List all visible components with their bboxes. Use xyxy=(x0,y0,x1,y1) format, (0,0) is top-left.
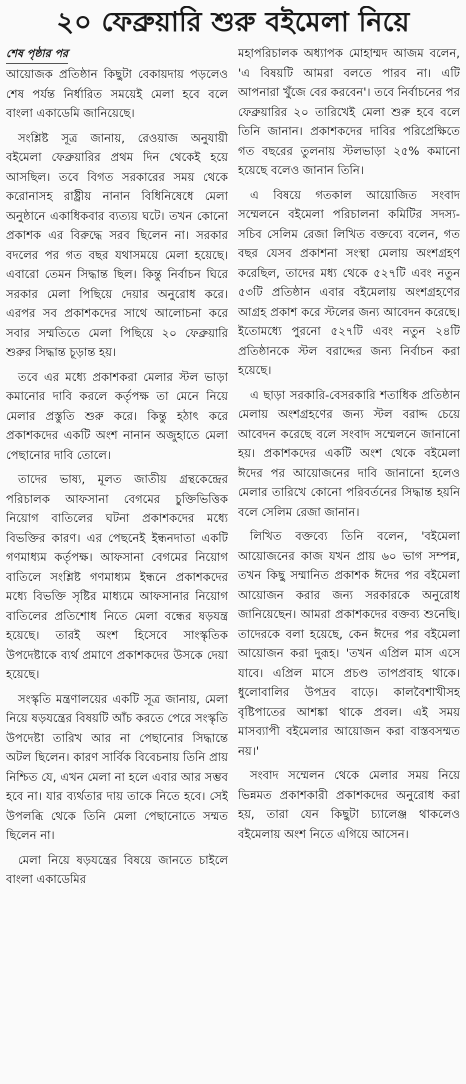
paragraph: তাদের ভাষ্য, মূলত জাতীয় গ্রন্থকেন্দ্রের পরিচালক আফসানা বেগমের চুক্তিভিত্তিক নিয়োগ বাতিলের ঘটনা প্রকাশকদের মধ্যে বিভক্তির কারণ। এর পেছনেই ইন্ধনদাতা একটি গণমাধ্যম কর্তৃপক্ষ। আফসানা বেগমের নিয়োগ বাতিলে সংশ্লিষ্ট গণমাধ্যম ইন্ধনে প্রকাশকদের মধ্যে বিভক্তি সৃষ্টির মাধ্যমে আফসানার নিয়োগ বাতিলের প্রতিশোধ নিতে মেলা বন্ধের ষড়যন্ত্র হয়েছে। তারই অংশ হিসেবে সাংস্কৃতিক উপদেষ্টাকে ব্যর্থ প্রমাণে প্রকাশকদের উসকে দেয়া হয়েছে। xyxy=(6,472,228,681)
paragraph: লিখিত বক্তব্যে তিনি বলেন, 'বইমেলা আয়োজনের কাজ যখন প্রায় ৬০ ভাগ সম্পন্ন, তখন কিছু সম্মানিত প্রকাশক ঈদের পর বইমেলা আয়োজন করার জন্য সরকারকে অনুরোধ জানিয়েছেন। আমরা প্রকাশকদের বক্তব্য শুনেছি। তাদেরকে বলা হয়েছে, কেন ঈদের পর বইমেলা আয়োজন করা দুরূহ। 'তখন এপ্রিল মাস এসে যাবে। এপ্রিল মাসে প্রচণ্ড তাপপ্রবাহ থাকে। ধুলোবালির উপদ্রব বাড়ে। কালবৈশাখীসহ বৃষ্টিপাতের আশঙ্কা থাকে প্রবল। এই সময় মাসব্যাপী বইমেলার আয়োজন করা বাস্তবসম্মত নয়।' xyxy=(238,529,460,758)
paragraph: আয়োজক প্রতিষ্ঠান কিছুটা বেকায়দায় পড়লেও শেষ পর্যন্ত নির্ধারিত সময়েই মেলা হবে বলে বাংলা একাডেমি জানিয়েছে। xyxy=(6,67,228,120)
paragraph: এ বিষয়ে গতকাল আয়োজিত সংবাদ সম্মেলনে বইমেলা পরিচালনা কমিটির সদস্য-সচিব সেলিম রেজা লিখিত বক্তব্যে বলেন, গত বছর যেসব প্রকাশনা সংস্থা মেলায় অংশগ্রহণ করেছিল, তাদের মধ্য থেকে ৫২৭টি এবং নতুন ৫৩টি প্রতিষ্ঠান এবার বইমেলায় অংশগ্রহণের আগ্রহ প্রকাশ করে স্টলের জন্য আবেদন করেছে। ইতোমধ্যে পুরনো ৫২৭টি এবং নতুন ২৪টি প্রতিষ্ঠানকে স্টল বরাদ্দের জন্য নির্বাচন করা হয়েছে। xyxy=(238,187,460,377)
left-column xyxy=(6,44,228,1078)
continued-from-label: শেষ পৃষ্ঠার পর xyxy=(6,45,68,64)
right-column xyxy=(238,44,460,1078)
paragraph: মেলা নিয়ে ষড়যন্ত্রের বিষয়ে জানতে চাইলে বাংলা একাডেমির xyxy=(6,852,228,886)
paragraph: সংস্কৃতি মন্ত্রণালয়ের একটি সূত্র জানায়, মেলা নিয়ে ষড়যন্ত্রের বিষয়টি আঁচ করতে পেরে সংস্কৃতি উপদেষ্টা তারিখ আর না পেছানোর সিদ্ধান্তে অটল ছিলেন। কারণ সার্বিক বিবেচনায় তিনি প্রায় নিশ্চিত যে, এখন মেলা না হলে এবার আর সম্ভব হবে না। যার ব্যর্থতার দায় তাকে নিতে হবে। সেই উপলব্ধি থেকে তিনি মেলা পেছানোতে সম্মত ছিলেন না। xyxy=(6,691,228,842)
paragraph: সংশ্লিষ্ট সূত্র জানায়, রেওয়াজ অনুযায়ী বইমেলা ফেব্রুয়ারির প্রথম দিন থেকেই হয়ে আসছিল। তবে বিগত সরকারের সময় থেকে করোনাসহ রাষ্ট্রীয় নানান বিধিনিষেধে মেলা অনুষ্ঠানে একাধিকবার ব্যত্যয় ঘটে। তখন কোনো প্রকাশক এর বিরুদ্ধে সরব ছিলেন না। সরকার বদলের পর গত বছর যথাসময়ে মেলা হয়েছে। এবারো তেমন সিদ্ধান্ত ছিল। কিন্তু নির্বাচন ঘিরে সরকার মেলা পিছিয়ে দেয়ার অনুরোধ করে। এরপর সব প্রকাশকদের সাথে আলোচনা করে সবার সম্মতিতে মেলা পিছিয়ে ২০ ফেব্রুয়ারি শুরুর সিদ্ধান্ত চূড়ান্ত হয়। xyxy=(6,130,228,359)
paragraph: তবে এর মধ্যে প্রকাশকরা মেলার স্টল ভাড়া কমানোর দাবি করলে কর্তৃপক্ষ তা মেনে নিয়ে মেলার প্রস্তুতি শুরু করে। কিন্তু হঠাৎ করে প্রকাশকদের একটি অংশ নানান অজুহাতে মেলা পেছানোর দাবি তোলে। xyxy=(6,369,228,462)
paragraph: মহাপরিচালক অধ্যাপক মোহাম্মদ আজম বলেন, 'এ বিষয়টি আমরা বলতে পারব না। এটি আপনারা খুঁজে বের করবেন'। তবে নির্বাচনের পর ফেব্রুয়ারির ২০ তারিখেই মেলা শুরু হবে বলে তিনি জানান। প্রকাশকদের দাবির পরিপ্রেক্ষিতে গত বছরের তুলনায় স্টলভাড়া ২৫% কমানো হয়েছে বলেও জানান তিনি। xyxy=(238,46,460,177)
paragraph: এ ছাড়া সরকারি-বেসরকারি শতাধিক প্রতিষ্ঠান মেলায় অংশগ্রহণের জন্য স্টল বরাদ্দ চেয়ে আবেদন করেছে বলে সংবাদ সম্মেলনে জানানো হয়। প্রকাশকদের একটি অংশ থেকে বইমেলা ঈদের পর আয়োজনের দাবি জানানো হলেও মেলার তারিখে কোনো পরিবর্তনের সিদ্ধান্ত হয়নি বলে সেলিম রেজা জানান। xyxy=(238,387,460,519)
headline: ২০ ফেব্রুয়ারি শুরু বইমেলা নিয়ে xyxy=(56,7,410,38)
article-body xyxy=(6,44,460,1078)
paragraph: সংবাদ সম্মেলন থেকে মেলার সময় নিয়ে ভিন্নমত প্রকাশকারী প্রকাশকদের অনুরোধ করা হয়, তারা যেন কিছুটা চ্যালেঞ্জ থাকলেও বইমেলায় অংশ নিতে এগিয়ে আসেন। xyxy=(238,768,460,841)
